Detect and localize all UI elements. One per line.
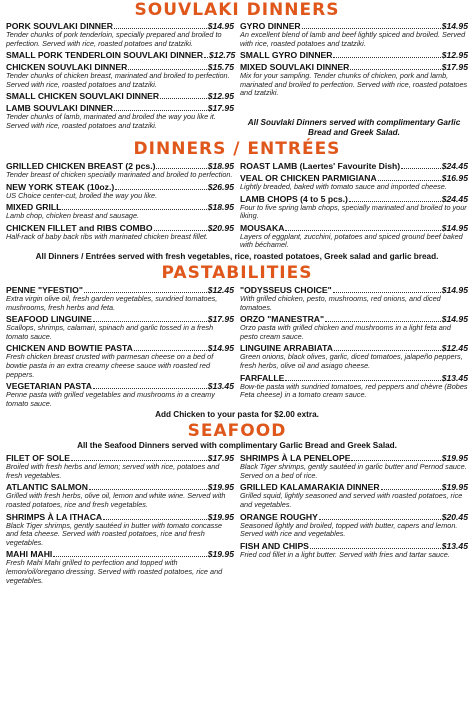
menu-item-price: $17.95 (207, 103, 234, 114)
leader-dots (285, 230, 440, 231)
menu-item-name: LAMB SOUVLAKI DINNER (6, 103, 113, 114)
leader-dots (333, 57, 440, 58)
menu-item-name: GYRO DINNER (240, 21, 301, 31)
menu-item (6, 482, 234, 509)
menu-item-description: Layers of eggplant, zucchini, potatoes and spiced ground beef baked with béchamel. (240, 231, 463, 250)
menu-item-description: Grilled squid, lightly seasoned and served with roasted potatoes, rice and vegetables. (240, 491, 463, 510)
menu-item (240, 373, 468, 400)
menu-item-price: $15.75 (207, 62, 234, 73)
menu-item-price: $13.45 (441, 372, 468, 383)
menu-item-description: Broiled with fresh herbs and lemon; served with rice, potatoes and fresh vegetables. (6, 462, 220, 480)
leader-dots (381, 489, 441, 490)
menu-item (240, 343, 468, 370)
menu-item-description: Extra virgin olive oil, fresh garden vegetables, sundried tomatoes, mushrooms, fresh herbs and feta. (6, 293, 218, 312)
leader-dots (71, 460, 207, 461)
menu-item-price: $12.95 (207, 91, 234, 102)
menu-item-description: Half-rack of baby back ribs with marinated chicken breast fillet. (6, 231, 208, 241)
souvlaki-columns (6, 19, 468, 138)
menu-item-name: SMALL PORK TENDERLOIN SOUVLAKI DINNER (6, 50, 204, 61)
menu-item-description: Fried cod fillet in a light butter. Served with fries and tartar sauce. (240, 549, 450, 559)
menu-item (240, 541, 468, 560)
menu-item-name: ORZO "MANESTRA" (240, 314, 325, 325)
leader-dots (53, 556, 206, 557)
leader-dots (349, 201, 441, 202)
menu-item-description: Black Tiger shrimps, gently sautéed in butter with tomato concasse and feta cheese. Served with roasted potatoes, rice and fresh vegetables. (6, 520, 223, 547)
menu-item (240, 173, 468, 192)
menu-item-description: Penne pasta with grilled vegetables and mushrooms in a creamy tomato sauce. (6, 390, 215, 408)
leader-dots (285, 380, 440, 381)
menu-item (240, 194, 468, 221)
menu-item (240, 314, 468, 341)
menu-item-name: NEW YORK STEAK (10oz.) (6, 181, 115, 192)
leader-dots (204, 57, 208, 58)
menu-item-price: $24.45 (441, 160, 468, 171)
menu-item-name: FARFALLE (240, 372, 285, 383)
menu-item-price: $20.45 (441, 511, 468, 522)
menu-item-price: $13.45 (441, 540, 468, 551)
seafood-intro: All the Seafood Dinners served with complimentary Garlic Bread and Greek Salad. (77, 441, 397, 451)
menu-item-description: Lightly breaded, baked with tomato sauce and imported cheese. (240, 181, 447, 191)
souvlaki-right-column (240, 19, 468, 138)
menu-item-description: Tender chunks of chicken breast, marinated and broiled to perfection. Served with rice, roasted potatoes and tzatziki. (6, 71, 230, 89)
souvlaki-left-column (6, 19, 234, 138)
menu-item-name: SMALL CHICKEN SOUVLAKI DINNER (6, 91, 160, 102)
menu-item-name: CHICKEN FILLET and RIBS COMBO (6, 222, 153, 233)
menu-item-header (240, 50, 468, 60)
menu-item (6, 223, 234, 242)
souvlaki-note: All Souvlaki Dinners served with complimentary Garlic Bread and Greek Salad. (247, 117, 461, 137)
menu-item-price: $14.95 (207, 343, 234, 354)
menu-item (6, 285, 234, 312)
menu-item-name: SHRIMPS À LA ITHACA (6, 511, 103, 522)
menu-item (6, 50, 234, 60)
menu-item (6, 62, 234, 89)
pasta-note: Add Chicken to your pasta for $2.00 extra. (155, 410, 319, 420)
leader-dots (378, 180, 441, 181)
menu-item-price: $12.45 (441, 343, 468, 354)
menu-item-description: Seasoned lightly and broiled, topped with butter, capers and lemon. Served with rice and vegetables. (240, 520, 458, 539)
dinners-left-column (6, 159, 234, 250)
menu-item-price: $16.95 (441, 172, 468, 183)
menu-item (6, 91, 234, 101)
menu-item-description: Grilled with fresh herbs, olive oil, lemon and white wine. Served with roasted potatoes, rice and fresh vegetables. (6, 491, 226, 510)
menu-item-description: Mix for your sampling. Tender chunks of chicken, pork and lamb, marinated and broiled to perfection. Served with rice, roasted potatoes and tzatziki. (240, 71, 468, 98)
menu-item-price: $20.95 (207, 222, 234, 233)
menu-item (6, 512, 234, 548)
menu-item-name: ORANGE ROUGHY (240, 511, 318, 522)
menu-item-price: $19.95 (441, 453, 468, 464)
leader-dots (93, 388, 207, 389)
menu-item-description: Fresh chicken breast crusted with parmesan cheese on a bed of bowtie pasta in an extra creamy cheese sauce with roasted red peppers. (6, 352, 214, 379)
leader-dots (351, 460, 440, 461)
leader-dots (310, 548, 441, 549)
menu-item (6, 103, 234, 130)
menu-item (240, 512, 468, 539)
menu-item-name: SMALL GYRO DINNER (240, 50, 333, 61)
menu-item-description: US Choice center-cut, broiled the way you like. (6, 190, 158, 200)
leader-dots (62, 209, 206, 210)
pasta-left-column (6, 283, 234, 408)
menu-item-description: Fresh Mahi Mahi grilled to perfection and topped with lemon/oil/oregano dressing. Served with roasted potatoes, rice and vegetables. (6, 558, 223, 585)
leader-dots (156, 168, 206, 169)
menu-item (240, 285, 468, 312)
menu-item-name: VEGETARIAN PASTA (6, 381, 92, 392)
menu-item-price: $14.95 (207, 21, 234, 31)
menu-item-name: PORK SOUVLAKI DINNER (6, 21, 113, 31)
menu-item-description: With grilled chicken, pesto, mushrooms, red onions, and diced tomatoes. (240, 293, 441, 312)
leader-dots (325, 321, 441, 322)
seafood-columns (6, 451, 468, 585)
menu-item (240, 62, 468, 98)
menu-item-description: Black Tiger shrimps, gently sautéed in garlic butter and Pernod sauce. Served on a bed of rice. (240, 462, 467, 480)
menu-item-name: MIXED GRILL (6, 202, 62, 213)
menu-item-name: LINGUINE ARRABIATA (240, 343, 333, 354)
menu-item (6, 21, 234, 48)
section-title-dinners: DINNERS / ENTRÉES (133, 138, 341, 159)
menu-item-name: MIXED SOUVLAKI DINNER (240, 62, 350, 73)
menu-item (240, 21, 468, 48)
menu-item (6, 343, 234, 379)
menu-item-price: $14.95 (441, 314, 468, 325)
menu-item-price: $18.95 (207, 202, 234, 213)
menu-item-description: Four to five spring lamb chops, specially marinated and broiled to your liking. (240, 202, 467, 221)
seafood-left-column (6, 451, 234, 585)
leader-dots (93, 321, 207, 322)
leader-dots (84, 292, 207, 293)
leader-dots (115, 189, 206, 190)
section-title-souvlaki: SOUVLAKI DINNERS (134, 0, 340, 20)
menu-item-description: Lamb chop, chicken breast and sausage. (6, 211, 140, 221)
dinners-columns (6, 159, 468, 250)
dinners-note: All Dinners / Entrées served with fresh vegetables, rice, roasted potatoes, Greek salad and garlic bread. (35, 251, 439, 261)
leader-dots (401, 168, 441, 169)
menu-item (6, 202, 234, 221)
menu-item-description: Green onions, black olives, garlic, diced tomatoes, jalapeño peppers, fresh herbs, olive oil and asiago cheese. (240, 352, 463, 370)
menu-item-name: SEAFOOD LINGUINE (6, 314, 92, 325)
menu-item-price: $14.95 (441, 21, 468, 31)
leader-dots (114, 28, 207, 29)
leader-dots (334, 350, 441, 351)
section-title-pasta: PASTABILITIES (161, 262, 313, 283)
leader-dots (103, 519, 207, 520)
section-title-seafood: SEAFOOD (187, 421, 287, 442)
menu-item (240, 161, 468, 171)
menu-item-header (6, 91, 234, 101)
menu-item-price: $19.95 (441, 482, 468, 493)
menu-item-name: "ODYSSEUS CHOICE" (240, 284, 332, 295)
menu-item-price: $14.95 (441, 222, 468, 233)
leader-dots (319, 519, 441, 520)
dinners-right-column (240, 159, 468, 250)
menu-item-name: GRILLED CHICKEN BREAST (2 pcs.) (6, 160, 156, 171)
menu-item-price: $17.95 (207, 453, 234, 464)
menu-item-description: Tender breast of chicken specially marinated and broiled to perfection. (6, 169, 233, 179)
menu-item-price: $19.95 (207, 511, 234, 522)
menu-item-name: MAHI MAHI (6, 549, 53, 560)
menu-item (240, 50, 468, 60)
menu-item-header (6, 50, 234, 60)
leader-dots (128, 69, 206, 70)
pasta-columns (6, 283, 468, 408)
leader-dots (114, 110, 207, 111)
menu-item-name: FILET OF SOLE (6, 453, 70, 464)
menu-item-price: $12.45 (207, 284, 234, 295)
menu-item-description: Tender chunks of pork tenderloin, specially prepared and broiled to perfection. Served with rice, roasted potatoes and tzatziki. (6, 30, 222, 48)
menu-item-name: SHRIMPS À LA PENELOPE (240, 453, 351, 464)
menu-item-description: Bow-tie pasta with sundried tomatoes, red peppers and chèvre (Bobes Feta cheese) in a tomato cream sauce. (240, 381, 468, 400)
menu-item-name: ATLANTIC SALMON (6, 482, 88, 493)
menu-item (6, 549, 234, 585)
menu-page (0, 2, 474, 702)
menu-item-name: FISH AND CHIPS (240, 540, 309, 551)
menu-item-name: MOUSAKA (240, 222, 285, 233)
menu-item-price: $17.95 (207, 314, 234, 325)
leader-dots (134, 350, 207, 351)
menu-item (6, 453, 234, 480)
menu-item-price: $13.45 (207, 381, 234, 392)
menu-item-description: Scallops, shrimps, calamari, spinach and garlic tossed in a fresh tomato sauce. (6, 323, 214, 341)
menu-item (6, 161, 234, 180)
menu-item-name: PENNE "YFESTIO" (6, 284, 83, 295)
menu-item-header (240, 373, 468, 383)
menu-item (240, 223, 468, 250)
leader-dots (154, 230, 207, 231)
menu-item-description: Tender chunks of lamb, marinated and broiled the way you like it. Served with rice, roasted potatoes and tzatziki. (6, 112, 216, 130)
menu-item-description: An excellent blend of lamb and beef lightly spiced and broiled. Served with rice, roasted potatoes and tzatziki. (240, 30, 466, 48)
menu-item-name: CHICKEN AND BOWTIE PASTA (6, 343, 133, 354)
menu-item-name: ROAST LAMB (Laertes' Favourite Dish) (240, 160, 401, 171)
menu-item-price: $14.95 (441, 284, 468, 295)
menu-item (6, 182, 234, 201)
menu-item-price: $26.95 (207, 181, 234, 192)
menu-item (240, 482, 468, 509)
menu-item-name: CHICKEN SOUVLAKI DINNER (6, 62, 128, 73)
pasta-right-column (240, 283, 468, 408)
leader-dots (333, 292, 441, 293)
menu-item (240, 453, 468, 480)
menu-item-name: GRILLED KALAMARAKIA DINNER (240, 482, 380, 493)
menu-item-price: $18.95 (207, 160, 234, 171)
menu-item-name: VEAL OR CHICKEN PARMIGIANA (240, 172, 377, 183)
menu-item-price: $19.95 (207, 482, 234, 493)
leader-dots (302, 28, 441, 29)
menu-item-price: $24.45 (441, 193, 468, 204)
leader-dots (89, 489, 207, 490)
menu-item-price: $12.75 (209, 50, 236, 61)
menu-item (6, 381, 234, 408)
menu-item-header (240, 161, 468, 171)
menu-item-description: Orzo pasta with grilled chicken and mushrooms in a light feta and pesto cream sauce. (240, 323, 451, 341)
menu-item (6, 314, 234, 341)
seafood-right-column (240, 451, 468, 585)
menu-item-name: LAMB CHOPS (4 to 5 pcs.) (240, 193, 348, 204)
menu-item-price: $12.95 (441, 50, 468, 61)
menu-item-price: $19.95 (207, 549, 234, 560)
leader-dots (160, 98, 207, 99)
menu-item-price: $17.95 (441, 62, 468, 73)
leader-dots (350, 69, 440, 70)
